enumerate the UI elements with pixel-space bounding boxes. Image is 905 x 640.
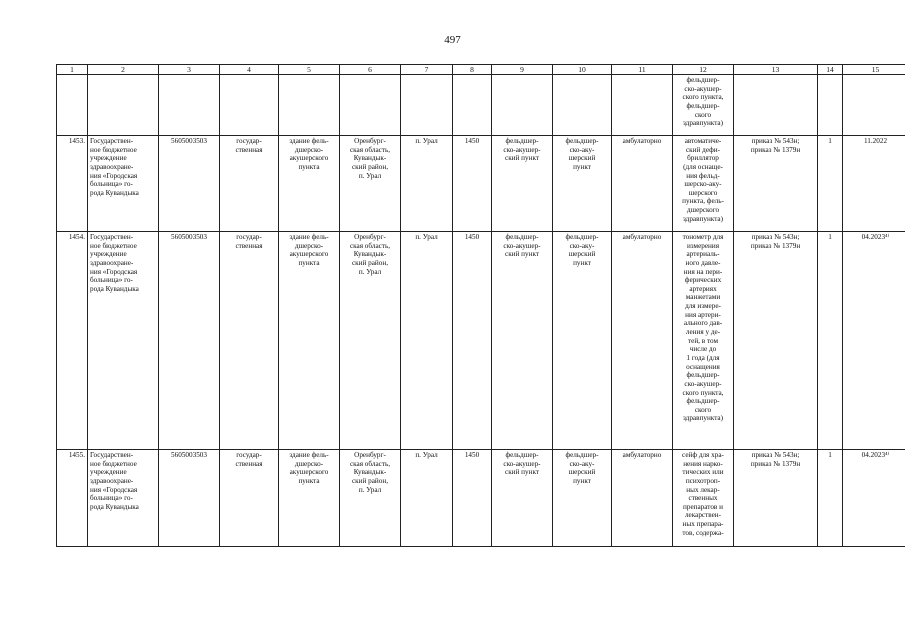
column-header: 2 [88, 65, 159, 75]
organization-cell: Государствен- ное бюджетное учреждение здравоохране- ния «Городская больница» го- рода Кувандыка [88, 136, 159, 232]
ownership-cell [220, 75, 279, 136]
column-header: 4 [220, 65, 279, 75]
column-header: 12 [673, 65, 734, 75]
inn-cell: 5605003503 [159, 232, 220, 450]
building-cell: здание фель- дшерско- акушерского пункта [279, 450, 340, 547]
column-number-row [57, 65, 905, 75]
address-cell: Оренбург- ская область, Кувандык- ский район, п. Урал [340, 232, 401, 450]
table-row [57, 75, 905, 136]
ownership-cell: государ- ственная [220, 232, 279, 450]
ownership-cell: государ- ственная [220, 136, 279, 232]
code-cell: 1450 [453, 232, 492, 450]
address-cell: Оренбург- ская область, Кувандык- ский район, п. Урал [340, 450, 401, 547]
quantity-cell: 1 [818, 232, 843, 450]
quantity-cell: 1 [818, 450, 843, 547]
ownership-cell: государ- ственная [220, 450, 279, 547]
building-cell [279, 75, 340, 136]
date-cell: 04.2023⁴⁾ [843, 232, 905, 450]
basis-cell: приказ № 543н; приказ № 1379н [734, 136, 818, 232]
column-header: 13 [734, 65, 818, 75]
equipment-cell: тонометр для измерения артериаль- ного давле- ния на пери- ферических артериях манжетами для измере- ния артери- ального дав- ления у де- тей, в том числе до 1 года (для оснащения фельдшер- ско-акушер- ского пункта, фельдшер- ского здравпункта) [673, 232, 734, 450]
equipment-cell: сейф для хра- нения нарко- тических или психотроп- ных лекар- ственных препаратов и лекарствен- ных препара- тов, содержа- [673, 450, 734, 547]
quantity-cell: 1 [818, 136, 843, 232]
basis-cell [734, 75, 818, 136]
equipment-cell: фельдшер- ско-акушер- ского пункта, фельдшер- ского здравпункта) [673, 75, 734, 136]
unit-cell [492, 75, 553, 136]
mode-cell: амбулаторно [612, 136, 673, 232]
address-cell [340, 75, 401, 136]
locality-cell [401, 75, 453, 136]
column-header: 9 [492, 65, 553, 75]
column-header: 3 [159, 65, 220, 75]
locality-cell: п. Урал [401, 136, 453, 232]
table-row [57, 450, 905, 547]
column-header: 14 [818, 65, 843, 75]
registry-table [56, 64, 905, 547]
column-header: 5 [279, 65, 340, 75]
basis-cell: приказ № 543н; приказ № 1379н [734, 450, 818, 547]
row-number [57, 75, 88, 136]
column-header: 7 [401, 65, 453, 75]
column-header: 10 [553, 65, 612, 75]
locality-cell: п. Урал [401, 450, 453, 547]
date-cell: 11.2022 [843, 136, 905, 232]
inn-cell: 5605003503 [159, 450, 220, 547]
basis-cell: приказ № 543н; приказ № 1379н [734, 232, 818, 450]
code-cell: 1450 [453, 136, 492, 232]
table-row [57, 136, 905, 232]
building-cell: здание фель- дшерско- акушерского пункта [279, 136, 340, 232]
organization-cell: Государствен- ное бюджетное учреждение здравоохране- ния «Городская больница» го- рода Кувандыка [88, 450, 159, 547]
column-header: 15 [843, 65, 905, 75]
unit-cell: фельдшер- ско-акушер- ский пункт [492, 450, 553, 547]
inn-cell [159, 75, 220, 136]
page-number: 497 [444, 34, 461, 46]
organization-cell [88, 75, 159, 136]
unit-cell: фельдшер- ско-акушер- ский пункт [492, 232, 553, 450]
mode-cell: амбулаторно [612, 450, 673, 547]
table-row [57, 232, 905, 450]
column-header: 1 [57, 65, 88, 75]
unit-type-cell: фельдшер- ско-аку- шерский пункт [553, 450, 612, 547]
mode-cell: амбулаторно [612, 232, 673, 450]
code-cell [453, 75, 492, 136]
mode-cell [612, 75, 673, 136]
date-cell: 04.2023⁴⁾ [843, 450, 905, 547]
row-number: 1455. [57, 450, 88, 547]
row-number: 1453. [57, 136, 88, 232]
quantity-cell [818, 75, 843, 136]
organization-cell: Государствен- ное бюджетное учреждение здравоохране- ния «Городская больница» го- рода Кувандыка [88, 232, 159, 450]
equipment-cell: автоматиче- ский дефи- бриллятор (для оснаще- ния фельд- шерско-аку- шерского пункта, фель- дшерского здравпункта) [673, 136, 734, 232]
column-header: 6 [340, 65, 401, 75]
date-cell [843, 75, 905, 136]
column-header: 8 [453, 65, 492, 75]
code-cell: 1450 [453, 450, 492, 547]
column-header: 11 [612, 65, 673, 75]
row-number: 1454. [57, 232, 88, 450]
address-cell: Оренбург- ская область, Кувандык- ский район, п. Урал [340, 136, 401, 232]
unit-type-cell [553, 75, 612, 136]
unit-cell: фельдшер- ско-акушер- ский пункт [492, 136, 553, 232]
unit-type-cell: фельдшер- ско-аку- шерский пункт [553, 136, 612, 232]
building-cell: здание фель- дшерско- акушерского пункта [279, 232, 340, 450]
locality-cell: п. Урал [401, 232, 453, 450]
inn-cell: 5605003503 [159, 136, 220, 232]
unit-type-cell: фельдшер- ско-аку- шерский пункт [553, 232, 612, 450]
